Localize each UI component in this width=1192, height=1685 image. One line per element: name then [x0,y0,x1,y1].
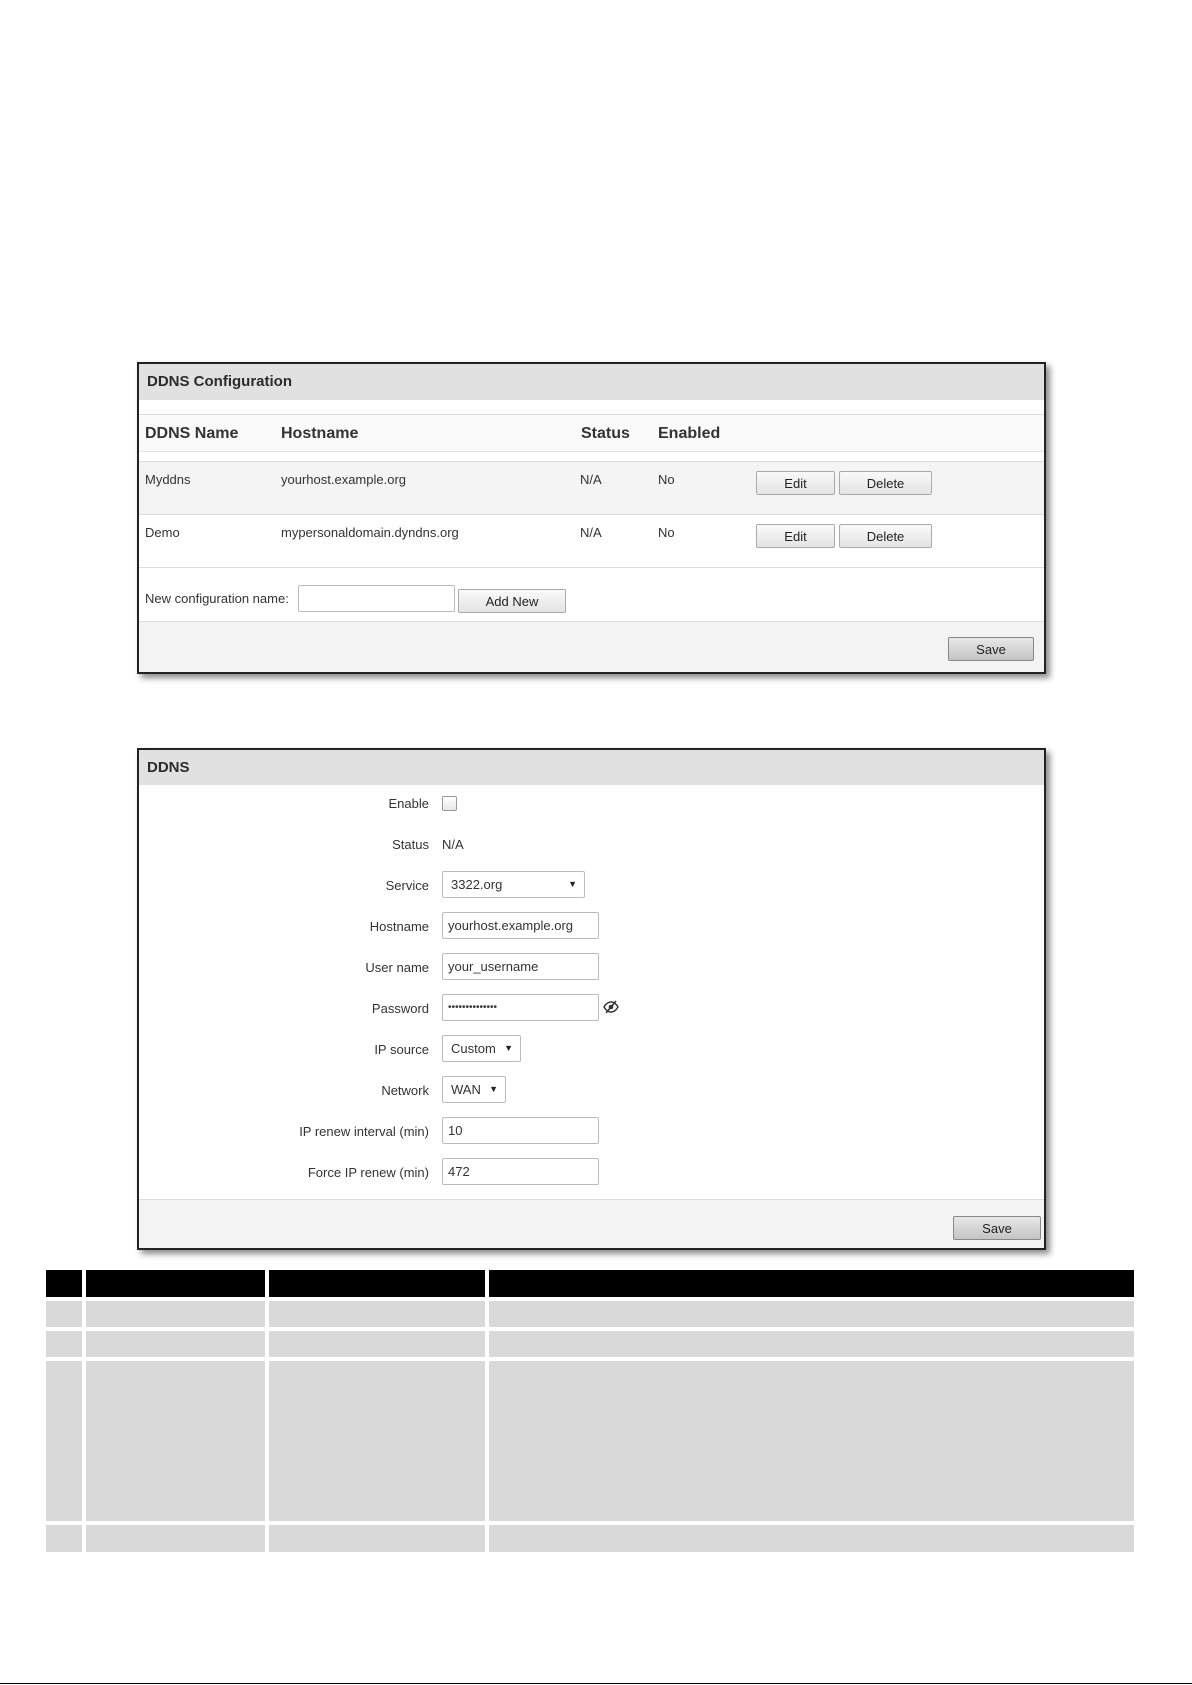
table-cell [86,1361,265,1521]
enabled: No [658,525,675,540]
table-cell [46,1331,82,1357]
panel-title: DDNS [139,750,1044,785]
status-label: Status [392,837,429,852]
table-cell [269,1361,485,1521]
network-value: WAN [451,1082,481,1097]
table-cell [269,1301,485,1327]
new-config-row [139,568,1044,623]
table-header [139,415,1044,452]
table-row [139,462,1044,515]
edit-button[interactable]: Edit [756,471,835,495]
spacer [139,452,1044,462]
new-config-input[interactable] [298,585,455,612]
save-button[interactable]: Save [948,637,1034,661]
edit-button[interactable]: Edit [756,524,835,548]
enable-label: Enable [388,796,429,811]
network-label: Network [381,1083,429,1098]
table-row [46,1525,1134,1552]
force-renew-input[interactable] [442,1158,599,1185]
table-cell [269,1331,485,1357]
ddns-name: Demo [145,525,180,540]
spacer [139,400,1044,415]
panel-footer [139,621,1044,672]
service-label: Service [385,878,429,893]
panel-footer [139,1199,1044,1248]
password-label: Password [371,1001,429,1016]
panel-title: DDNS Configuration [139,364,1044,400]
add-new-button[interactable]: Add New [458,589,566,613]
table-header [46,1270,1134,1297]
ip-source-value: Custom [451,1041,496,1056]
enabled: No [658,472,675,487]
table-cell [86,1331,265,1357]
col-hostname: Hostname [281,425,359,442]
form-body [139,785,1044,1200]
service-select[interactable] [442,871,585,898]
table-cell [46,1525,82,1552]
table-header-cell [86,1270,265,1297]
col-ddns-name: DDNS Name [145,425,239,442]
force-renew-label: Force IP renew (min) [307,1165,429,1180]
service-value: 3322.org [451,877,503,892]
status: N/A [580,472,602,487]
dropdown-arrow-icon: ▼ [504,1043,513,1053]
hostname-label: Hostname [369,919,429,934]
table-row [46,1331,1134,1357]
table-cell [489,1361,1134,1521]
ip-source-select[interactable] [442,1035,521,1062]
table-cell [489,1525,1134,1552]
ip-renew-input[interactable] [442,1117,599,1144]
enable-checkbox[interactable] [442,796,457,811]
table-header-cell [269,1270,485,1297]
hostname: yourhost.example.org [281,472,407,487]
col-status: Status [581,425,630,442]
page-footer-rule [0,1683,1192,1684]
ddns-name: Myddns [145,472,191,487]
delete-button[interactable]: Delete [839,524,932,548]
table-cell [269,1525,485,1552]
table-cell [489,1301,1134,1327]
table-row [46,1361,1134,1521]
table-header-cell [46,1270,82,1297]
eye-slash-icon[interactable] [603,1000,619,1014]
table-cell [489,1331,1134,1357]
delete-button[interactable]: Delete [839,471,932,495]
ip-source-label: IP source [374,1042,429,1057]
password-input[interactable] [442,994,599,1021]
hostname-input[interactable] [442,912,599,939]
table-cell [46,1361,82,1521]
new-config-label: New configuration name: [145,591,289,606]
save-button[interactable]: Save [953,1216,1041,1240]
ddns-configuration-panel [137,362,1046,674]
table-cell [86,1301,265,1327]
username-input[interactable] [442,953,599,980]
dropdown-arrow-icon: ▼ [568,879,577,889]
status: N/A [580,525,602,540]
hostname: mypersonaldomain.dyndns.org [281,525,459,540]
table-row [139,515,1044,568]
field-description-table [46,1270,1134,1552]
dropdown-arrow-icon: ▼ [489,1084,498,1094]
ddns-form-panel [137,748,1046,1250]
table-cell [46,1301,82,1327]
table-header-cell [489,1270,1134,1297]
col-enabled: Enabled [658,425,721,442]
table-row [46,1301,1134,1327]
network-select[interactable] [442,1076,506,1103]
status-value: N/A [442,837,464,852]
ip-renew-label: IP renew interval (min) [299,1124,429,1139]
username-label: User name [365,960,429,975]
table-cell [86,1525,265,1552]
